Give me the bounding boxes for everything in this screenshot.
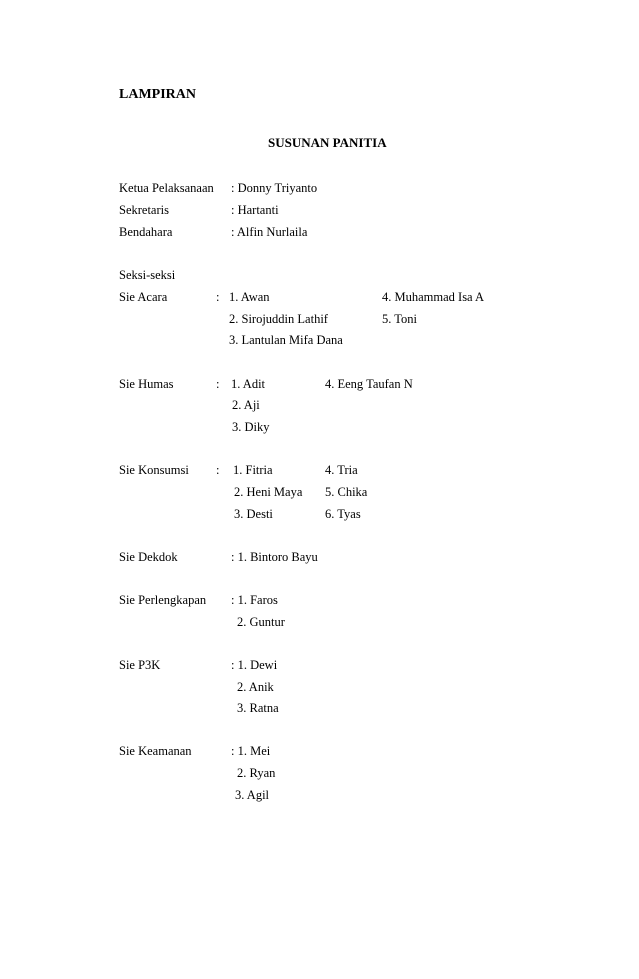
member-acara-1: 1. Awan bbox=[229, 290, 270, 304]
section-label-perlengkapan: Sie Perlengkapan bbox=[119, 593, 207, 607]
member-humas-2: 2. Aji bbox=[232, 398, 260, 412]
member-humas-4: 4. Eeng Taufan N bbox=[325, 377, 413, 391]
member-acara-2: 2. Sirojuddin Lathif bbox=[229, 312, 328, 326]
member-konsumsi-3: 3. Desti bbox=[234, 507, 273, 521]
member-humas-1: 1. Adit bbox=[231, 377, 266, 391]
member-p3k-1: : 1. Dewi bbox=[231, 658, 278, 672]
role-value-bendahara: : Alfin Nurlaila bbox=[231, 225, 308, 239]
page-subheading: SUSUNAN PANITIA bbox=[268, 135, 387, 150]
member-p3k-3: 3. Ratna bbox=[237, 701, 279, 715]
section-colon-acara: : bbox=[216, 290, 220, 304]
member-acara-3: 3. Lantulan Mifa Dana bbox=[229, 333, 343, 347]
role-label-ketua: Ketua Pelaksanaan bbox=[119, 181, 214, 195]
member-keamanan-2: 2. Ryan bbox=[237, 766, 276, 780]
role-label-sekretaris: Sekretaris bbox=[119, 203, 169, 217]
role-value-ketua: : Donny Triyanto bbox=[231, 181, 318, 195]
section-colon-konsumsi: : bbox=[216, 463, 220, 477]
member-keamanan-3: 3. Agil bbox=[235, 788, 270, 802]
section-label-p3k: Sie P3K bbox=[119, 658, 161, 672]
section-label-humas: Sie Humas bbox=[119, 377, 174, 391]
member-perlengkapan-1: : 1. Faros bbox=[231, 593, 278, 607]
section-colon-humas: : bbox=[216, 377, 220, 391]
member-acara-4: 4. Muhammad Isa A bbox=[382, 290, 485, 304]
section-label-konsumsi: Sie Konsumsi bbox=[119, 463, 189, 477]
member-konsumsi-6: 6. Tyas bbox=[325, 507, 361, 521]
member-p3k-2: 2. Anik bbox=[237, 680, 274, 694]
role-value-sekretaris: : Hartanti bbox=[231, 203, 279, 217]
member-perlengkapan-2: 2. Guntur bbox=[237, 615, 285, 629]
member-acara-5: 5. Toni bbox=[382, 312, 418, 326]
member-konsumsi-2: 2. Heni Maya bbox=[234, 485, 303, 499]
member-konsumsi-1: 1. Fitria bbox=[233, 463, 273, 477]
member-konsumsi-5: 5. Chika bbox=[325, 485, 368, 499]
section-label-keamanan: Sie Keamanan bbox=[119, 744, 192, 758]
member-konsumsi-4: 4. Tria bbox=[325, 463, 358, 477]
role-label-bendahara: Bendahara bbox=[119, 225, 173, 239]
page-heading: LAMPIRAN bbox=[119, 87, 196, 102]
section-label-dekdok: Sie Dekdok bbox=[119, 550, 178, 564]
member-humas-3: 3. Diky bbox=[232, 420, 270, 434]
sections-label: Seksi-seksi bbox=[119, 268, 176, 282]
member-keamanan-1: : 1. Mei bbox=[231, 744, 271, 758]
member-dekdok-1: : 1. Bintoro Bayu bbox=[231, 550, 318, 564]
section-label-acara: Sie Acara bbox=[119, 290, 168, 304]
